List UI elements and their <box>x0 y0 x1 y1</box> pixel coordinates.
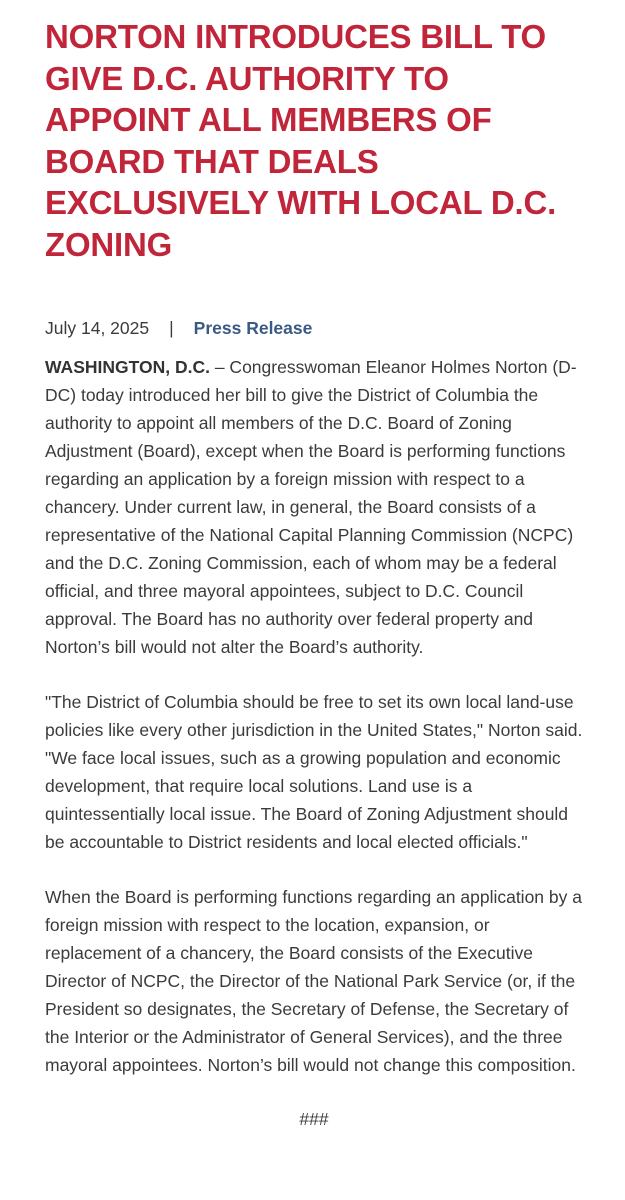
article-headline: NORTON INTRODUCES BILL TO GIVE D.C. AUTHORITY TO APPOINT ALL MEMBERS OF BOARD THAT DEALS EXCLUSIVELY WITH LOCAL D.C. ZONING <box>45 18 557 263</box>
end-of-release-mark: ### <box>299 1109 329 1129</box>
article-meta <box>45 316 583 340</box>
meta-separator: | <box>169 318 174 338</box>
article-body <box>45 353 583 1133</box>
category-link-press-release[interactable]: Press Release <box>193 318 313 338</box>
paragraph-1-text: – Congresswoman Eleanor Holmes Norton (D-DC) today introduced her bill to give the District of Columbia the authority to appoint all members of the D.C. Board of Zoning Adjustment (Board), except when the Board is performing functions regarding an application by a foreign mission with respect to a chancery. Under current law, in general, the Board consists of a representative of the National Capital Planning Commission (NCPC) and the D.C. Zoning Commission, each of whom may be a federal official, and three mayoral appointees, subject to D.C. Council approval. The Board has no authority over federal property and Norton’s bill would not alter the Board’s authority. <box>45 357 577 657</box>
publish-date: July 14, 2025 <box>45 318 150 338</box>
paragraph-1 <box>45 353 583 661</box>
paragraph-3: When the Board is performing functions regarding an application by a foreign mission with respect to the location, expansion, or replacement of a chancery, the Board consists of the Executive Director of NCPC, the Director of the National Park Service (or, if the President so designates, the Secretary of Defense, the Secretary of the Interior or the Administrator of General Services), and the three mayoral appointees. Norton’s bill would not change this composition. <box>45 887 582 1075</box>
dateline: WASHINGTON, D.C. <box>45 357 210 377</box>
paragraph-2-quote: "The District of Columbia should be free to set its own local land-use policies like every other jurisdiction in the United States," Norton said. "We face local issues, such as a growing population and economic development, that require local solutions. Land use is a quintessentially local issue. The Board of Zoning Adjustment should be accountable to District residents and local elected officials." <box>45 692 583 852</box>
